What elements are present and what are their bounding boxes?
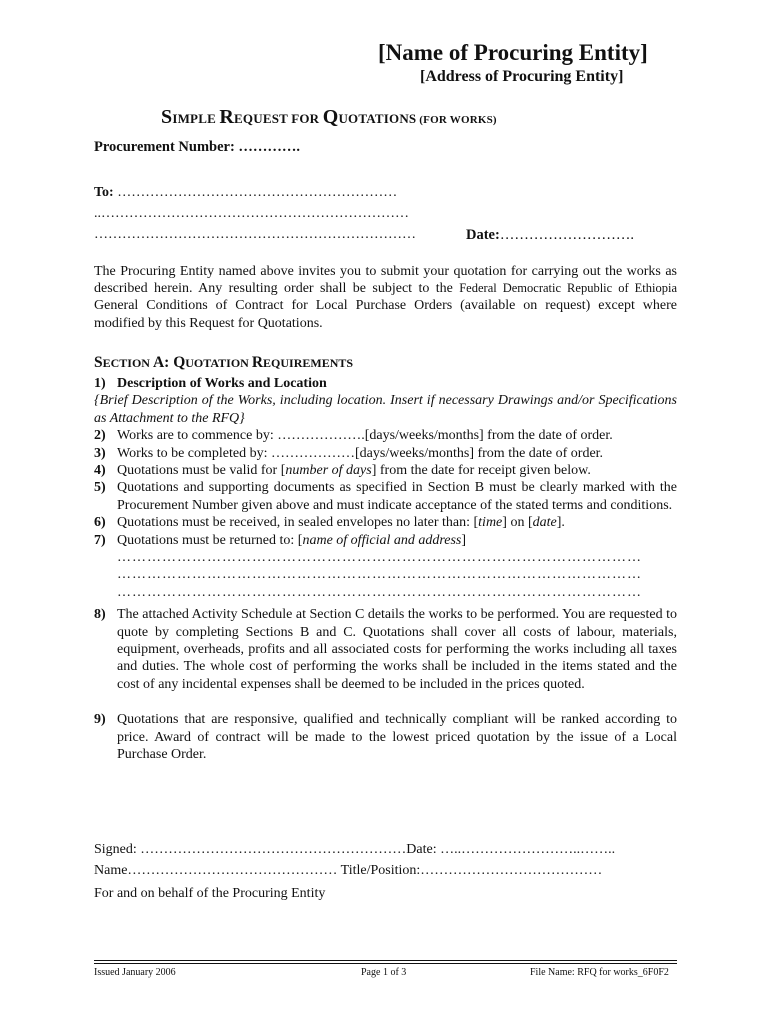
title-part: EQUEST FOR: [234, 111, 323, 126]
item-text-italic: number of days: [285, 463, 372, 479]
item-text: Works to be completed by: ………………[days/weeks/months] from the date of order.: [117, 445, 604, 461]
works-description-placeholder: {Brief Description of the Works, including location. Insert if necessary Drawings and/or Specifications as Attachment to the RFQ}: [94, 393, 677, 426]
address-dotted-line: ……………………………………………………………………………………………: [117, 567, 642, 583]
title-part: Q: [322, 106, 339, 128]
list-item: [94, 532, 677, 549]
item-number: 2): [94, 428, 106, 444]
footer-divider: [94, 960, 677, 961]
heading-part: S: [94, 354, 103, 371]
title-part: UOTATIONS: [338, 111, 417, 126]
list-item: [94, 711, 677, 763]
footer-issued: Issued January 2006: [94, 967, 176, 978]
footer-divider: [94, 963, 677, 964]
item-text: Quotations must be valid for [: [117, 463, 286, 479]
item-number: 7): [94, 532, 106, 548]
footer-page-number: Page 1 of 3: [361, 967, 407, 978]
item-text: ] on [: [502, 515, 533, 531]
heading-part: R: [251, 354, 264, 371]
item-number: 6): [94, 515, 106, 531]
item-number: 9): [94, 712, 106, 728]
address-dotted-line: ……………………………………………………………………………………………: [117, 584, 642, 600]
section-a-heading: [94, 354, 353, 372]
item-title: Description of Works and Location: [117, 376, 327, 391]
list-item: [94, 427, 677, 444]
date-dots: ……………………….: [499, 227, 634, 243]
list-item: [94, 479, 677, 514]
intro-text: General Conditions of Contract for Local Purchase Orders (available on request) except where modified by this Request for Quotations.: [94, 298, 677, 331]
item-number: 8): [94, 607, 106, 623]
item-text: ] from the date for receipt given below.: [371, 463, 591, 479]
address-lines: [94, 549, 677, 601]
item-text-italic: name of official and address: [302, 532, 462, 548]
document-title: [161, 106, 497, 129]
list-item: [94, 514, 677, 531]
heading-part: EQUIREMENTS: [263, 356, 354, 370]
list-item: [94, 445, 677, 462]
heading-part: A: Q: [152, 354, 186, 371]
item-text: ].: [556, 515, 565, 531]
intro-paragraph: [94, 263, 677, 332]
item-number: 5): [94, 480, 106, 496]
name-title-line: Name……………………………………… Title/Position:…………………………………: [94, 863, 603, 878]
item-text: ]: [461, 532, 467, 548]
item-text-italic: time: [478, 515, 503, 531]
entity-address: [Address of Procuring Entity]: [420, 68, 624, 85]
heading-part: UOTATION: [185, 356, 252, 370]
item-text: Works are to commence by: ……………….[days/weeks/months] from the date of order.: [117, 428, 613, 444]
intro-text-small: Federal Democratic Republic of Ethiopia: [459, 281, 677, 296]
list-item: [94, 606, 677, 693]
title-part: R: [219, 106, 235, 128]
procurement-number: Procurement Number: ………….: [94, 139, 301, 155]
list-item: [94, 462, 677, 479]
date-field: [466, 227, 634, 244]
item-number: 3): [94, 445, 106, 461]
item-text-italic: date: [532, 515, 557, 531]
intro-text: The Procuring Entity named above invites you to submit your quotation for carrying out the works as described herein. Any resulting order shall be subject to the: [94, 264, 677, 297]
list-item: [94, 375, 677, 392]
title-part: S: [161, 106, 173, 128]
requirements-list: [94, 375, 677, 763]
title-part: IMPLE: [172, 111, 220, 126]
entity-name: [Name of Procuring Entity]: [378, 40, 648, 65]
to-label: To:: [94, 185, 114, 200]
item-text: Quotations must be received, in sealed envelopes no later than: [: [117, 515, 479, 531]
item-text: Quotations must be returned to: [: [117, 532, 303, 548]
item-text: The attached Activity Schedule at Section C details the works to be performed. You are requested to quote by completing Sections B and C. Quotations shall cover all costs of labour, materials, equipment, overheads, profits and all associated costs for performing the works including all taxes and duties. The whole cost of performing the works shall be included in the items stated and the cost of any incidental expenses shall be deemed to be included in the prices quoted.: [117, 607, 677, 692]
date-label: Date:: [466, 227, 500, 243]
signature-line: Signed: …………………………………………………Date: …..……………………..……..: [94, 842, 616, 857]
address-dotted-line: ……………………………………………………………………………………………: [117, 550, 642, 566]
to-line-1: [94, 185, 397, 201]
to-line-3: ……………………………………………………………: [94, 227, 416, 242]
to-line-2: ..…………………………………………………………: [94, 206, 409, 221]
on-behalf-line: For and on behalf of the Procuring Entity: [94, 886, 326, 901]
item-text: Quotations and supporting documents as specified in Section B must be clearly marked with the Procurement Number given above and must indicate acceptance of the stated terms and conditions.: [117, 480, 677, 513]
heading-part: ECTION: [102, 356, 153, 370]
to-dots: ……………………………………………………: [113, 185, 398, 200]
footer-file-name: File Name: RFQ for works_6F0F2: [530, 967, 669, 978]
item-number: 1): [94, 376, 106, 391]
title-subtitle: (FOR WORKS): [416, 114, 497, 126]
item-number: 4): [94, 463, 106, 479]
item-text: Quotations that are responsive, qualified and technically compliant will be ranked according to price. Award of contract will be made to the lowest priced quotation by the issue of a Local Purchase Order.: [117, 712, 677, 763]
